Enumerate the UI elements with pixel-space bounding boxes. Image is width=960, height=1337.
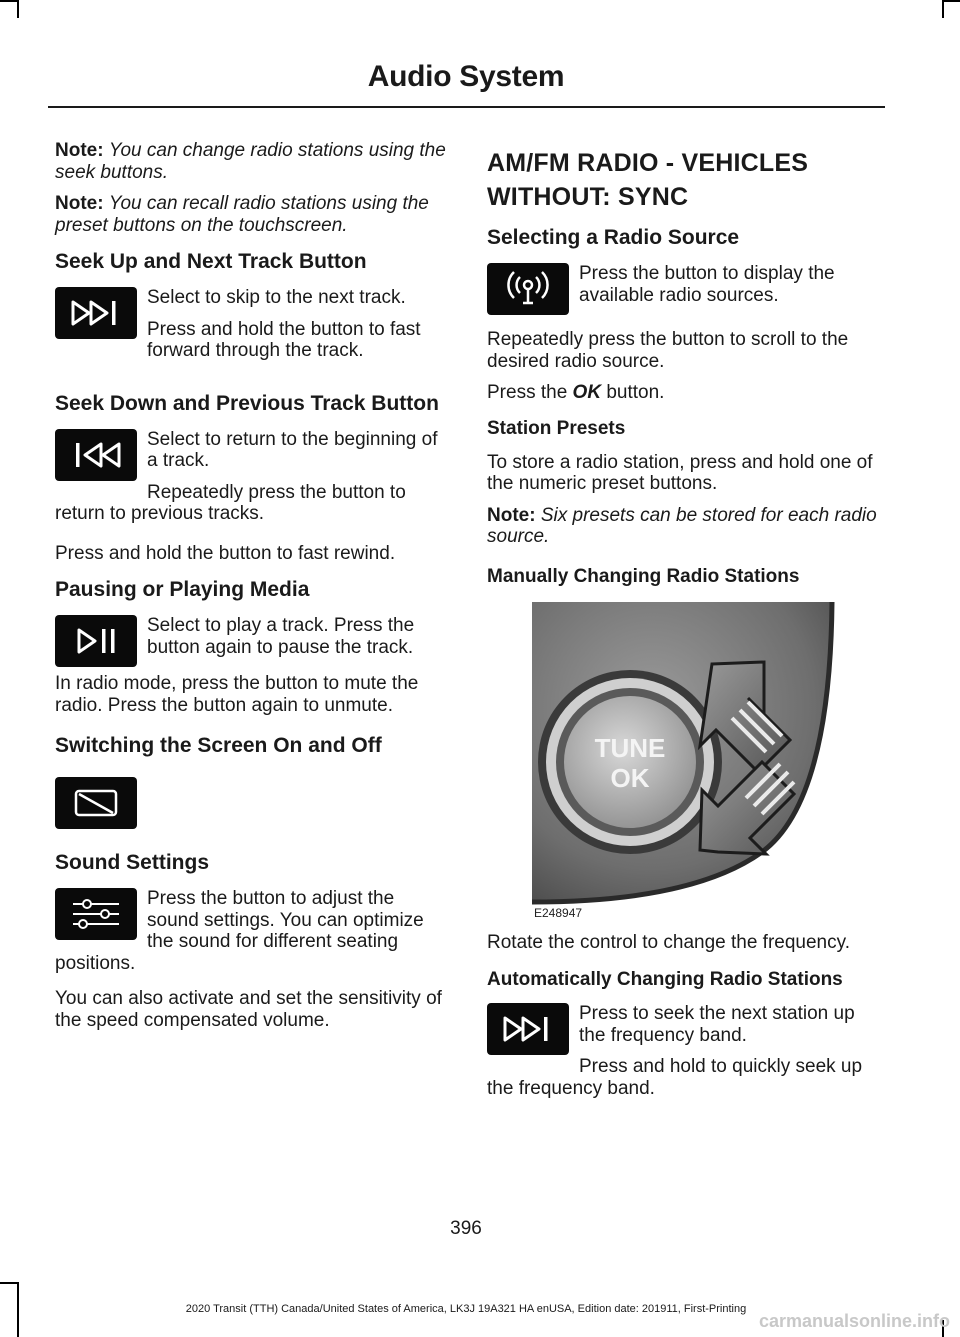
paragraph: Repeatedly press the button to return to previous tracks. <box>55 481 406 524</box>
paragraph: Repeatedly press the button to scroll to the desired radio source. <box>487 329 849 372</box>
paragraph: Select to skip to the next track. <box>147 287 406 308</box>
page-number: 396 <box>450 1218 482 1239</box>
paragraph: Select to return to the beginning of a track. <box>147 428 438 471</box>
image-code: E248947 <box>534 905 583 920</box>
watermark: carmanualsonline.info <box>758 1311 950 1331</box>
screen-off-icon <box>55 777 137 829</box>
paragraph: To store a radio station, press and hold one of the numeric preset buttons. <box>487 451 873 494</box>
paragraph: Press the button to display the available radio sources. <box>579 263 835 306</box>
section-heading: Selecting a Radio Source <box>487 226 740 249</box>
crop-mark <box>0 1282 18 1284</box>
section-heading: Automatically Changing Radio Stations <box>487 969 843 990</box>
knob-label-tune: TUNE <box>594 732 666 763</box>
paragraph: Press the button to adjust the sound settings. You can optimize the sound for different seating positions. <box>55 888 424 974</box>
section-heading: Switching the Screen On and Off <box>55 734 382 757</box>
tune-knob-image <box>532 602 880 922</box>
crop-mark <box>17 0 19 18</box>
chapter-title: AM/FM RADIO - VEHICLES WITHOUT: SYNC <box>487 149 809 211</box>
section-heading: Pausing or Playing Media <box>55 578 310 601</box>
header-title: Audio System <box>367 60 565 93</box>
crop-mark <box>942 0 944 18</box>
paragraph: Select to play a track. Press the button again to pause the track. <box>147 615 415 658</box>
section-heading: Manually Changing Radio Stations <box>487 565 800 587</box>
crop-mark <box>0 0 18 2</box>
paragraph: Press and hold the button to fast forward through the track. <box>147 318 421 361</box>
left-column <box>55 140 447 1041</box>
paragraph: In radio mode, press the button to mute the radio. Press the button again to unmute. <box>55 673 419 716</box>
radio-source-icon <box>487 263 569 315</box>
crop-mark <box>942 0 960 2</box>
paragraph: You can also activate and set the sensitivity of the speed compensated volume. <box>55 988 442 1031</box>
sound-settings-icon <box>55 888 137 940</box>
paragraph: Press and hold the button to fast rewind. <box>55 542 396 564</box>
footer-text: 2020 Transit (TTH) Canada/United States of America, LK3J 19A321 HA enUSA, Edition date: 201911, First-Printing <box>185 1303 747 1315</box>
section-heading: Station Presets <box>487 417 626 439</box>
play-pause-icon <box>55 615 137 667</box>
seek-back-icon <box>55 429 137 481</box>
seek-forward-icon <box>487 1003 569 1055</box>
section-heading: Seek Down and Previous Track Button <box>55 391 439 415</box>
right-column <box>487 140 882 1109</box>
header-rule <box>48 106 885 108</box>
knob-label-ok: OK <box>610 762 650 793</box>
note: Note: You can change radio stations using the seek buttons. <box>55 140 446 183</box>
paragraph: Press and hold to quickly seek up the frequency band. <box>487 1056 863 1099</box>
section-heading: Seek Up and Next Track Button <box>55 250 367 273</box>
page-header <box>0 60 932 94</box>
tune-knob-illustration <box>532 602 880 922</box>
paragraph: Press to seek the next station up the frequency band. <box>579 1003 855 1046</box>
paragraph: Rotate the control to change the frequency. <box>487 931 850 953</box>
seek-forward-icon <box>55 287 137 339</box>
paragraph: Press the OK button. <box>487 382 665 403</box>
note: Note: You can recall radio stations using the preset buttons on the touchscreen. <box>55 193 429 236</box>
section-heading: Sound Settings <box>55 851 209 874</box>
note: Note: Six presets can be stored for each radio source. <box>487 504 877 547</box>
